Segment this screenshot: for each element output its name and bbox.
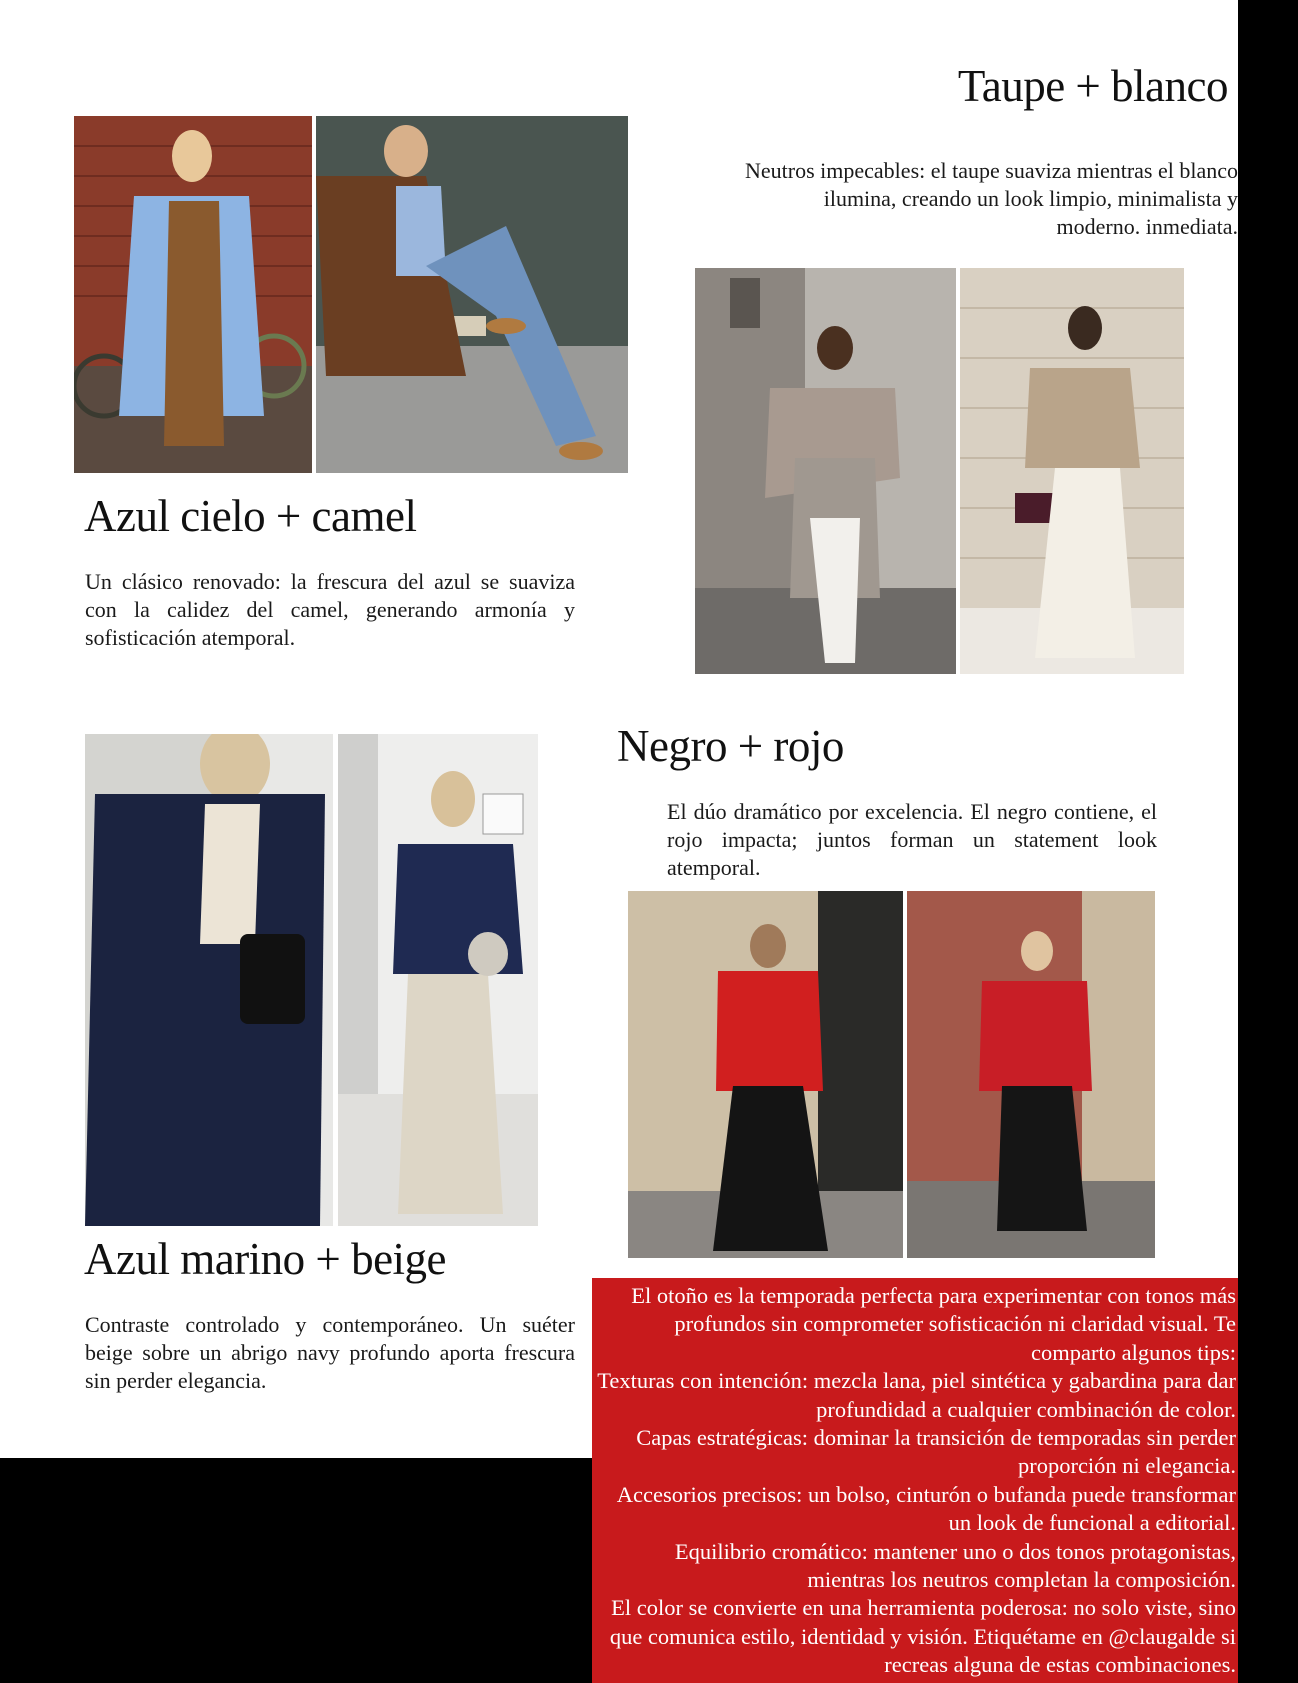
tips-closing: El color se convierte en una herramienta poderosa: no solo viste, sino que comunica estilo, identidad y visión. Etiquétame en @claugalde si recreas alguna de estas combinaciones.	[609, 1595, 1236, 1678]
photo-red-turtleneck-black-skirt	[628, 891, 903, 1258]
section-title-negro: Negro + rojo	[617, 721, 844, 771]
photo-navy-sweater-satin-pants	[338, 734, 538, 1226]
section-title-azul-cielo: Azul cielo + camel	[84, 491, 417, 541]
photo-taupe-scarf-coat	[695, 268, 956, 674]
tips-box	[592, 1278, 1238, 1683]
tip-equilibrio: Equilibrio cromático: mantener uno o dos tonos protagonistas, mientras los neutros completan la composición.	[674, 1538, 1236, 1593]
section-title-azul-marino: Azul marino + beige	[84, 1234, 447, 1284]
section-text-azul-cielo: Un clásico renovado: la frescura del azul se suaviza con la calidez del camel, generando armonía y sofisticación atemporal.	[85, 569, 575, 650]
section-title-taupe: Taupe + blanco	[957, 61, 1228, 111]
photo-blue-coat-camel-suit	[74, 116, 312, 473]
photo-beige-sweater-white-pants	[960, 268, 1184, 674]
photo-brown-jacket-jeans	[316, 116, 628, 473]
section-text-azul-marino: Contraste controlado y contemporáneo. Un suéter beige sobre un abrigo navy profundo aporta frescura sin perder elegancia.	[85, 1312, 575, 1393]
tip-capas: Capas estratégicas: dominar la transición de temporadas sin perder proporción ni elegancia.	[636, 1425, 1236, 1479]
tip-texturas: Texturas con intención: mezcla lana, piel sintética y gabardina para dar profundidad a cualquier combinación de color.	[597, 1368, 1236, 1422]
right-black-bar	[1238, 0, 1298, 1683]
tip-accesorios: Accesorios precisos: un bolso, cinturón o bufanda puede transformar un look de funcional a editorial.	[616, 1481, 1236, 1536]
photo-red-jacket-black-skirt	[907, 891, 1155, 1258]
section-text-negro: El dúo dramático por excelencia. El negro contiene, el rojo impacta; juntos forman un statement look atemporal.	[667, 799, 1157, 880]
section-text-taupe: Neutros impecables: el taupe suaviza mientras el blanco ilumina, creando un look limpio, minimalista y moderno. inmediata.	[745, 158, 1238, 239]
photo-navy-coat	[85, 734, 333, 1226]
tips-intro: El otoño es la temporada perfecta para experimentar con tonos más profundos sin comprometer sofisticación ni claridad visual. Te comparto algunos tips:	[631, 1283, 1236, 1365]
